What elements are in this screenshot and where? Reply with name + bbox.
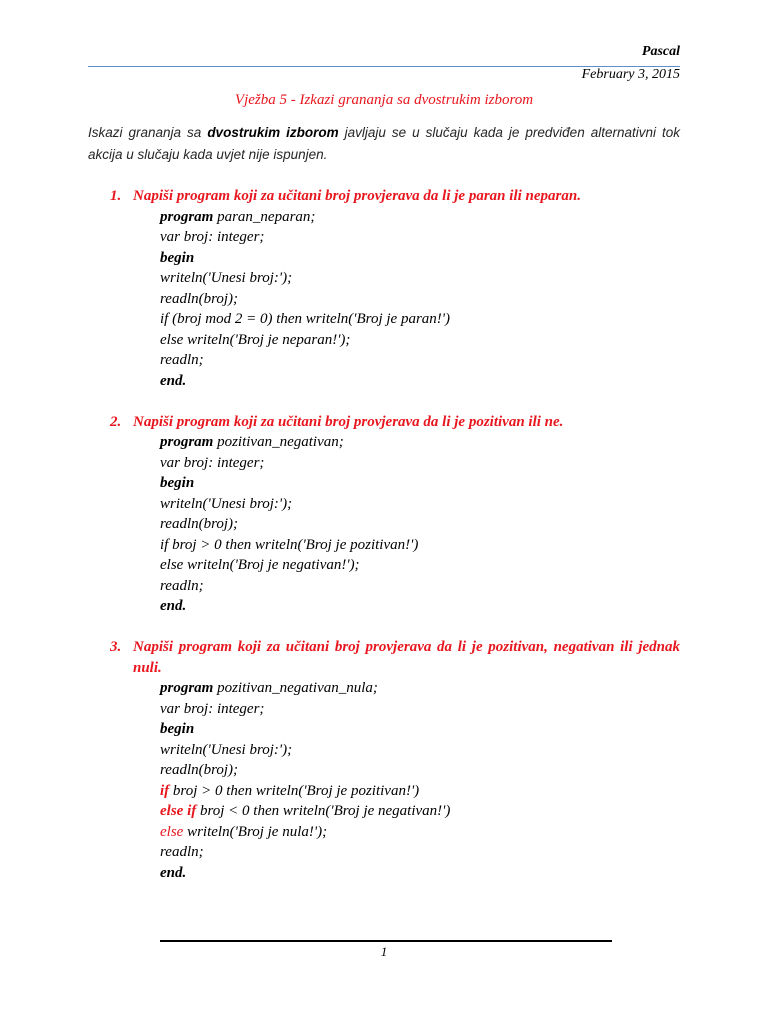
exercise-task-text: Napiši program koji za učitani broj provjerava da li je paran ili neparan. (133, 188, 581, 204)
exercise-item (0, 412, 768, 617)
code-block (0, 678, 768, 883)
code-block (0, 207, 768, 392)
intro-paragraph (88, 122, 680, 166)
code-line (0, 371, 768, 392)
exercise-task-text: nuli. (133, 659, 162, 676)
exercise-task-continued (0, 658, 768, 679)
code-keyword: end. (160, 598, 187, 614)
page-number: 1 (380, 944, 388, 959)
intro-text: javljaju se u slučaju kada je predviđen alternativni tok (344, 125, 680, 140)
code-keyword: end. (160, 864, 187, 881)
code-block (0, 432, 768, 617)
code-text: writeln('Broj je nula!'); (187, 823, 328, 840)
code-line: readln; (160, 844, 204, 860)
code-line: readln(broj); (160, 516, 239, 532)
code-line: else writeln('Broj je negativan!'); (160, 557, 360, 573)
header-date: February 3, 2015 (581, 67, 680, 82)
intro-line: akcija u slučaju kada uvjet nije ispunjen. (88, 147, 328, 162)
code-line (0, 719, 768, 740)
code-line (0, 863, 768, 884)
exercise-number: 1. (110, 188, 122, 204)
code-keyword: begin (160, 721, 195, 737)
footer-rule (160, 940, 612, 942)
code-line: var broj: integer; (160, 229, 265, 245)
code-line: writeln('Unesi broj:'); (160, 270, 293, 286)
page-title: Vježba 5 - Izkazi grananja sa dvostrukim izborom (234, 92, 534, 108)
code-line: readln; (160, 577, 204, 594)
exercise-task (0, 637, 680, 658)
code-keyword: program (160, 680, 214, 696)
exercise-item (0, 186, 768, 391)
code-line (0, 678, 768, 699)
code-line: var broj: integer; (160, 700, 265, 717)
exercise-number: 3. (110, 639, 122, 655)
code-line (0, 822, 768, 843)
spacer (0, 617, 768, 638)
code-line: writeln('Unesi broj:'); (160, 495, 293, 512)
exercise-number: 2. (110, 413, 122, 430)
code-line: writeln('Unesi broj:'); (160, 741, 293, 758)
code-text: broj > 0 then writeln('Broj je pozitivan!') (172, 782, 420, 799)
exercise-task-text: Napiši program koji za učitani broj provjerava da li je pozitivan, negativan ili jednak (133, 639, 680, 655)
code-line (0, 207, 768, 228)
code-keyword: end. (160, 372, 187, 389)
code-line (0, 801, 768, 822)
exercise-task (0, 186, 768, 207)
code-line (0, 781, 768, 802)
code-text: broj < 0 then writeln('Broj je negativan!') (199, 803, 451, 819)
exercise-task-text: Napiši program koji za učitani broj provjerava da li je pozitivan ili ne. (133, 413, 564, 430)
code-line: readln(broj); (160, 762, 239, 778)
code-line: else writeln('Broj je neparan!'); (160, 331, 351, 348)
intro-bold-term: dvostrukim izborom (207, 125, 339, 140)
spacer (0, 391, 768, 412)
code-line: readln; (160, 352, 204, 368)
code-line (0, 248, 768, 269)
code-keyword: begin (160, 249, 195, 266)
code-line (0, 473, 768, 494)
intro-line (88, 122, 680, 144)
exercise-item (0, 637, 768, 883)
exercise-task (0, 412, 768, 433)
code-text: pozitivan_negativan_nula; (217, 680, 378, 696)
code-line (0, 432, 768, 453)
code-keyword: begin (160, 475, 195, 491)
intro-text: Iskazi grananja sa (88, 125, 202, 140)
code-keyword: program (160, 208, 214, 225)
code-text: pozitivan_negativan; (217, 434, 344, 450)
code-keyword-highlight: if (160, 782, 170, 799)
code-keyword: program (160, 434, 214, 450)
code-keyword-highlight: else if (160, 803, 197, 819)
header-title: Pascal (641, 44, 680, 59)
code-line (0, 596, 768, 617)
code-line: readln(broj); (160, 290, 239, 307)
code-text: paran_neparan; (217, 208, 316, 225)
code-keyword-highlight: else (160, 823, 184, 840)
code-line: if broj > 0 then writeln('Broj je pozitivan!') (160, 536, 419, 553)
code-line: if (broj mod 2 = 0) then writeln('Broj je paran!') (160, 311, 450, 327)
exercise-list (0, 186, 768, 883)
code-line: var broj: integer; (160, 454, 265, 471)
